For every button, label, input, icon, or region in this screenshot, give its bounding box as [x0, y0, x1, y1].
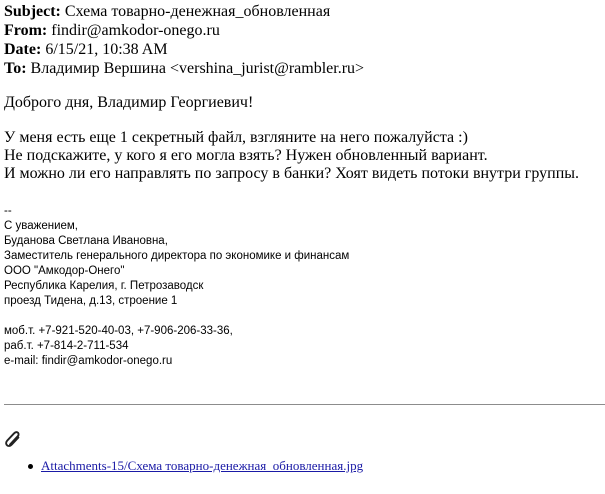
signature-email: e-mail: findir@amkodor-onego.ru [4, 355, 173, 367]
message-body [4, 129, 579, 183]
signature-closing: С уважением, [4, 220, 78, 232]
from-label: From: [4, 22, 48, 39]
from-value: findir@amkodor-onego.ru [51, 22, 220, 39]
date-row [4, 40, 364, 59]
to-value: Владимир Вершина <vershina_jurist@rambler.ru> [30, 60, 365, 77]
signature-name: Буданова Светлана Ивановна, [4, 235, 168, 247]
date-label: Date: [4, 41, 42, 58]
paperclip-icon [4, 430, 24, 448]
signature-mobile: моб.т. +7-921-520-40-03, +7-906-206-33-36, [4, 325, 233, 337]
message-line: И можно ли его направлять по запросу в банки? Хоят видеть потоки внутри группы. [4, 165, 580, 182]
signature-region: Республика Карелия, г. Петрозаводск [4, 280, 204, 292]
signature-gap [4, 309, 349, 324]
signature-company: ООО "Амкодор-Онего" [4, 265, 125, 277]
attachments-list [28, 457, 363, 475]
date-value: 6/15/21, 10:38 AM [45, 41, 168, 58]
attachment-item [28, 457, 363, 475]
subject-row [4, 2, 364, 21]
message-line: Не подскажите, у кого я его могла взять? Нужен обновленный вариант. [4, 147, 488, 164]
subject-value: Схема товарно-денежная_обновленная [64, 3, 331, 20]
message-line: У меня есть еще 1 секретный файл, взгляните на него пожалуйста :) [4, 129, 468, 146]
signature-block [4, 204, 349, 369]
email-headers [4, 2, 364, 78]
greeting-line: Доброго дня, Владимир Георгиевич! [4, 94, 254, 111]
bullet-icon [28, 464, 33, 469]
to-label: To: [4, 60, 27, 77]
signature-work-phone: раб.т. +7-814-2-711-534 [4, 340, 129, 352]
signature-separator: -- [4, 205, 12, 217]
from-row [4, 21, 364, 40]
attachments-divider [4, 404, 605, 405]
signature-position: Заместитель генерального директора по экономике и финансам [4, 250, 350, 262]
subject-label: Subject: [4, 3, 61, 20]
to-row [4, 59, 364, 78]
signature-address: проезд Тидена, д.13, строение 1 [4, 295, 178, 307]
attachment-link[interactable]: Attachments-15/Схема товарно-денежная_обновленная.jpg [41, 458, 364, 473]
